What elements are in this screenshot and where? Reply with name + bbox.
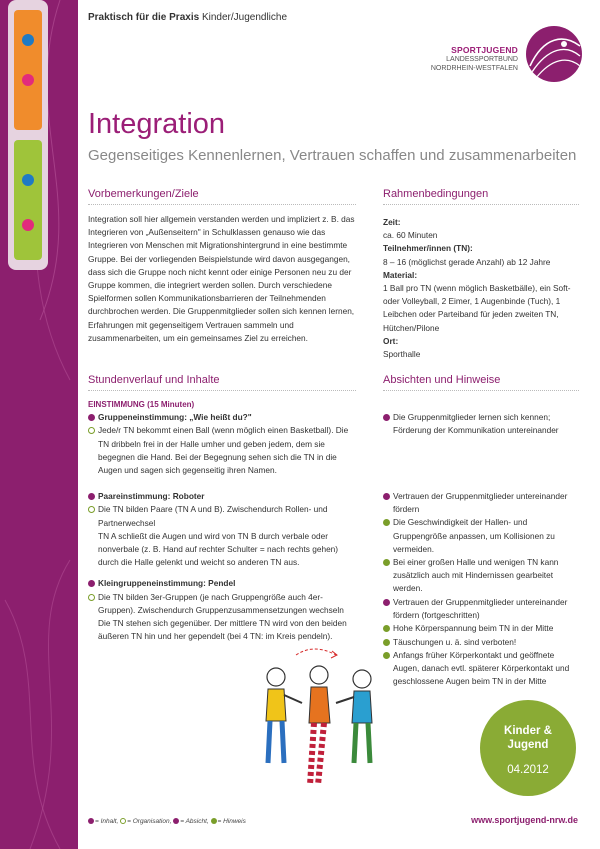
absicht-dot-icon [383, 493, 390, 500]
inhalt-dot-icon [88, 580, 95, 587]
inhalt-dot-icon [88, 414, 95, 421]
page-subtitle: Gegenseitiges Kennenlernen, Vertrauen schaffen und zusammenarbeiten [88, 147, 577, 164]
g1-orga: Jede/r TN bekommt einen Ball (wenn möglich einen Basketball). Die TN dribbeln frei in der Halle umher und geben jedem, dem sie begegnen die Hand. Bei der Begegnung sehen sich die TN in die Augen und sagen sich gegenseitig ihren Namen. [98, 425, 349, 476]
stundenverlauf-block [88, 398, 360, 643]
section-heading-absichten: Absichten und Hinweise [383, 374, 579, 391]
list-item-g3-orga [88, 591, 360, 617]
list-item-g1-title [88, 411, 360, 424]
tn-label: Teilnehmer/innen (TN): [383, 243, 473, 254]
absicht-dot-icon [173, 818, 179, 824]
absichten-a1 [383, 411, 579, 437]
hinweis-dot-icon [211, 818, 217, 824]
g2-orga: Die TN bilden Paare (TN A und B). Zwischendurch Rollen- und Partnerwechsel [98, 504, 328, 528]
zeit-label: Zeit: [383, 217, 401, 227]
organisation-dot-icon [88, 427, 95, 434]
vorbemerkungen-text: Integration soll hier allgemein verstanden werden und impliziert z. B. das Integrieren von „Außenseitern" in Schulklassen genauso wie das Integrieren von Menschen mit Migrationshintergrund in eine bestimmte Gruppe. Bei der vorliegenden Beispielstunde wird davon ausgegangen, dass sich die Gruppe noch nicht kennt oder einige Personen neu zu der Gruppe kommen, die integriert werden sollen. Durch verschiedene Spielformen sollen Kommunikationsbarrieren der Teilnehmenden durchbrochen werden. Die Gruppenmitglieder sollen sich kennen lernen, Erfahrungen mit gegenseitigem Vertrauen sammeln und zusammenarbeiten, um ein gemeinsames Ziel zu erreichen. [88, 214, 355, 343]
badge-date: 04.2012 [507, 764, 549, 776]
hinweis-dot-icon [383, 625, 390, 632]
a1-text: Die Gruppenmitglieder lernen sich kennen; Förderung der Kommunikation untereinander [393, 412, 559, 436]
a3-h1-text: Hohe Körperspannung beim TN in der Mitte [393, 623, 554, 634]
pendel-illustration [244, 645, 394, 795]
absicht-dot-icon [383, 414, 390, 421]
website-link[interactable]: www.sportjugend-nrw.de [471, 815, 578, 825]
a2-h2-text: Bei einer großen Halle und wenigen TN kann zusätzlich auch mit Hindernissen gearbeitet werden. [393, 557, 559, 594]
g1-title: Gruppeneinstimmung: „Wie heißt du?" [98, 412, 252, 423]
a3-text: Vertrauen der Gruppenmitglieder untereinander fördern (fortgeschritten) [393, 597, 568, 621]
header-category: Kinder/Jugendliche [201, 12, 288, 23]
legend [88, 818, 246, 825]
einstimmung-label: EINSTIMMUNG (15 Minuten) [88, 400, 195, 409]
badge-line2: Jugend [507, 739, 549, 751]
brand-name: SPORTJUGEND [451, 45, 518, 55]
list-item-a2-h2 [383, 556, 579, 596]
list-item-g2-orga [88, 503, 360, 529]
section-heading-stundenverlauf: Stundenverlauf und Inhalte [88, 374, 356, 391]
legend-hinweis: = Hinweis [217, 818, 246, 825]
list-item-g3-title [88, 577, 360, 590]
badge-line1: Kinder & [504, 725, 552, 737]
list-item-a3-h2 [383, 636, 579, 649]
brand-text [431, 46, 518, 73]
section-heading-rahmen: Rahmenbedingungen [383, 188, 579, 205]
inhalt-dot-icon [88, 818, 94, 824]
a2-h1-text: Die Geschwindigkeit der Hallen- und Gruppengröße anpassen, um Kollisionen zu vermeiden. [393, 517, 555, 554]
ort-label: Ort: [383, 335, 399, 346]
g3-orga: Die TN bilden 3er-Gruppen (je nach Gruppengröße auch 4er-Gruppen). Zwischendurch Gruppenzusammensetzungen wechseln [98, 591, 344, 615]
header-line [88, 12, 287, 23]
a3-h2-text: Täuschungen u. ä. sind verboten! [393, 636, 517, 647]
list-item-a3-h3 [383, 649, 579, 689]
organisation-dot-icon [120, 818, 126, 824]
brand-line1: LANDESSPORTBUND [446, 56, 518, 63]
list-item-g3-text [88, 617, 360, 643]
ort-value: Sporthalle [383, 349, 421, 360]
brand-block [382, 26, 582, 82]
rahmen-block [383, 216, 579, 361]
tn-value: 8 – 16 (möglichst gerade Anzahl) ab 12 Jahre [383, 256, 551, 267]
list-item-a3-h1 [383, 622, 579, 635]
hinweis-dot-icon [383, 559, 390, 566]
absicht-dot-icon [383, 599, 390, 606]
list-item-g1-orga [88, 424, 360, 477]
brand-line2: NORDRHEIN-WESTFALEN [430, 65, 518, 72]
list-item-a3 [383, 596, 579, 622]
a2-text: Vertrauen der Gruppenmitglieder untereinander fördern [393, 491, 568, 515]
hinweis-dot-icon [383, 519, 390, 526]
sportjugend-emblem-icon [526, 26, 582, 82]
zeit-value: ca. 60 Minuten [383, 230, 438, 241]
target-group-badge [480, 700, 576, 796]
g3-title: Kleingruppeneinstimmung: Pendel [98, 578, 236, 589]
g2-text: TN A schließt die Augen und wird von TN B durch verbale oder nonverbale (z. B. Hand auf rechter Schulter = nach rechts gehen) durch die Halle gelenkt und weicht so anderen TN aus. [98, 530, 339, 568]
organisation-dot-icon [88, 506, 95, 513]
page-title: Integration [88, 108, 226, 140]
organisation-dot-icon [88, 594, 95, 601]
g2-title: Paareinstimmung: Roboter [98, 491, 205, 502]
legend-absicht: = Absicht, [180, 818, 209, 825]
list-item-g2-title [88, 490, 360, 503]
section-heading-vorbemerkungen: Vorbemerkungen/Ziele [88, 188, 356, 205]
sidebar-band [0, 0, 78, 849]
praktisch-logo [0, 0, 56, 270]
inhalt-dot-icon [88, 493, 95, 500]
absichten-a3 [383, 596, 579, 688]
material-label: Material: [383, 269, 418, 280]
a3-h3-text: Anfangs früher Körperkontakt und geöffnete Augen, danach evtl. späterer Körperkontakt und geschlossene Augen beim TN in der Mitte [393, 649, 570, 687]
header-prefix: Praktisch für die Praxis [88, 12, 200, 23]
legend-inhalt: = Inhalt, [95, 818, 119, 825]
legend-orga: = Organisation, [127, 818, 172, 825]
list-item-a1 [383, 411, 579, 437]
g3-text: Die TN stehen sich gegenüber. Der mittlere TN wird von den beiden äußeren TN hin und her gependelt (bei 4 TN: im Kreis pendeln). [98, 618, 347, 642]
material-value: 1 Ball pro TN (wenn möglich Basketbälle), ein Soft- oder Volleyball, 2 Eimer, 1 Augenbinde (Tuch), 1 Leibchen oder Parteiband für jeden zweiten TN, Hütchen/Pilone [383, 283, 571, 333]
list-item-a2 [383, 490, 579, 516]
list-item-a2-h1 [383, 516, 579, 556]
absichten-a2 [383, 490, 579, 596]
list-item-g2-text [88, 530, 360, 570]
